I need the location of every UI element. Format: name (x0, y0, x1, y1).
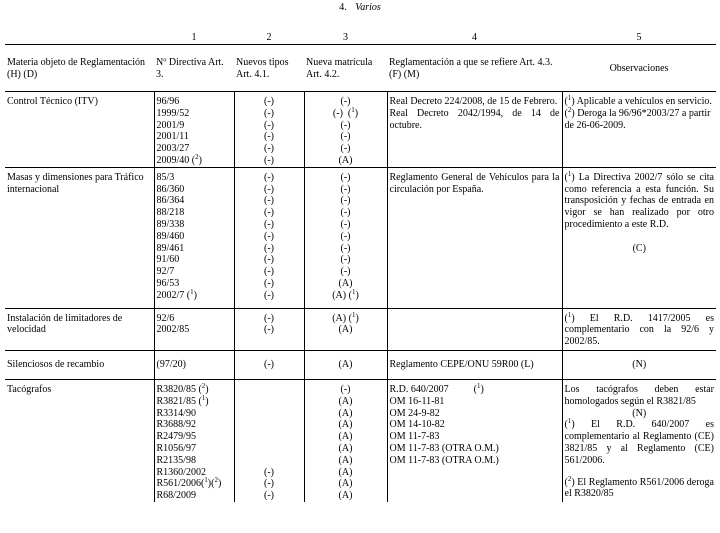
materia-cell: Tacógrafos (5, 379, 154, 501)
header-row (5, 45, 716, 92)
header-directiva: Nº Directiva Art. 3. (154, 45, 234, 92)
directiva-item: 2009/40 ($^2$) (156, 152, 202, 166)
directiva-cell: (97/20) (154, 351, 234, 380)
observaciones-cell: ($^1$) El R.D. 1417/2005 es complementario con la 92/6 y 2002/85. (562, 308, 716, 351)
materia-cell: Control Técnico (ITV) (5, 92, 154, 168)
table-row (5, 167, 716, 308)
observaciones-cell: Los tacógrafos deben estar homologados según el R3821/85 (N) ($^1$) El R.D. 640/2007 es complementario al Reglamento (CE) 3821/85 y al Reglamento (CE) 561/2006. ($^2$) El Reglamento R561/2006 deroga el R3820/85 (564, 383, 714, 500)
nueva-matricula-cell: (-) (-) ($^1$) (-) (-) (-) (A) (304, 92, 387, 168)
nuevos-tipos-cell: (-) (-) (-) (234, 379, 304, 501)
directiva-item: 2003/27 (156, 143, 190, 155)
materia-cell: Masas y dimensiones para Tráfico internacional (5, 167, 154, 308)
nuevos-tipos-cell: (-) (234, 351, 304, 380)
column-number: 3 (304, 30, 387, 45)
column-number: 5 (562, 30, 716, 45)
column-number: 2 (234, 30, 304, 45)
nueva-matricula-cell: (A) ($^1$) (A) (304, 308, 387, 351)
header-observaciones: Observaciones (562, 45, 716, 92)
reglamentacion-cell (387, 308, 562, 351)
reglamentacion-cell: Reglamento General de Vehículos para la circulación por España. (387, 167, 562, 308)
directiva-item: 96/96 (156, 96, 180, 107)
materia-cell: Silenciosos de recambio (5, 351, 154, 380)
directiva-item: 2001/9 (156, 119, 185, 131)
directiva-cell: 92/6 2002/85 (154, 308, 234, 351)
directiva-cell: 85/3 86/360 86/364 88/218 89/338 89/460 89/461 91/60 92/7 96/53 2002/7 ($^1$) (154, 167, 234, 308)
nuevos-tipos-cell: (-) (-) (-) (-) (-) (-) (-) (-) (-) (-) (-) (234, 167, 304, 308)
nueva-matricula-cell: (-) (-) (-) (-) (-) (-) (-) (-) (-) (A) (A) ($^1$) (304, 167, 387, 308)
nueva-matricula-cell: (A) (304, 351, 387, 380)
section-heading (0, 2, 720, 13)
table-row (5, 308, 716, 351)
column-number: 1 (154, 30, 234, 45)
header-reglamentacion: Reglamentación a que se refiere Art. 4.3. (F) (M) (387, 45, 562, 92)
column-number: 4 (387, 30, 562, 45)
nuevos-tipos-cell: (-) (-) (-) (-) (-) (-) (234, 92, 304, 168)
header-materia: Materia objeto de Reglamentación (H) (D) (5, 45, 154, 92)
directiva-cell: R3820/85 ($^2$) R3821/85 ($^1$) R3314/90 R3688/92 R2479/95 R1056/97 R2135/98 R1360/2002 R561/2006($^1$)($^2$) R68/2009 (154, 379, 234, 501)
table-row (5, 351, 716, 380)
observaciones-cell: ($^1$) Aplicable a vehículos en servicio. ($^2$) Deroga la 96/96*2003/27 a partir de 26-06-2009. (562, 92, 716, 168)
section-title: Varios (355, 2, 381, 13)
reglamentacion-cell: Real Decreto 224/2008, de 15 de Febrero. Real Decreto 2042/1994, de 14 de octubre. (387, 92, 562, 168)
observaciones-cell: (N) (562, 351, 716, 380)
regulation-table (5, 30, 716, 502)
reglamentacion-cell: Reglamento CEPE/ONU 59R00 (L) (387, 351, 562, 380)
directiva-item: 2001/11 (156, 131, 189, 143)
header-nueva-matricula: Nueva matrícula Art. 4.2. (304, 45, 387, 92)
header-nuevos-tipos: Nuevos tipos Art. 4.1. (234, 45, 304, 92)
nuevos-tipos-cell: (-) (-) (234, 308, 304, 351)
table-row (5, 92, 716, 168)
observaciones-cell: ($^1$) La Directiva 2002/7 sólo se cita como referencia a esta función. Su transposición y fechas de entrada en vigor se han realizado por otro procedimiento a este R.D. (C) (562, 167, 716, 308)
section-number: 4. (339, 2, 347, 13)
directiva-cell (154, 92, 234, 168)
column-number-row (5, 30, 716, 45)
materia-cell: Instalación de limitadores de velocidad (5, 308, 154, 351)
table-row (5, 379, 716, 501)
nueva-matricula-cell: (-) (A) (A) (A) (A) (A) (A) (A) (A) (A) (304, 379, 387, 501)
directiva-item: 1999/52 (156, 107, 190, 119)
reglamentacion-cell: R.D. 640/2007 ($^1$) OM 16-11-81 OM 24-9-82 OM 14-10-82 OM 11-7-83 OM 11-7-83 (OTRA O.M.) OM 11-7-83 (OTRA O.M.) (387, 379, 562, 501)
